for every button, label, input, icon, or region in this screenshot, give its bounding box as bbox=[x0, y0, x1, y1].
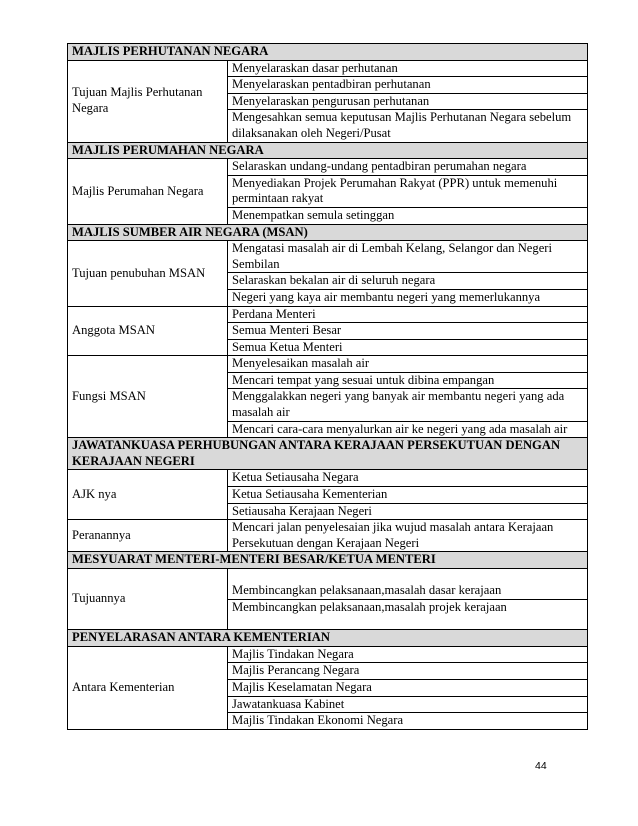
list-item: Membincangkan pelaksanaan,masalah dasar kerajaan bbox=[232, 583, 502, 597]
section-header-row bbox=[68, 630, 588, 647]
row-label: Anggota MSAN bbox=[68, 306, 228, 356]
list-item: Perdana Menteri bbox=[232, 306, 316, 321]
list-item: Menyediakan Projek Perumahan Rakyat (PPR) untuk memenuhi permintaan rakyat bbox=[228, 175, 587, 207]
row-items bbox=[228, 470, 588, 520]
table-row bbox=[68, 60, 588, 142]
list-item: Mencari tempat yang sesuai untuk dibina empangan bbox=[228, 372, 587, 389]
row-items bbox=[228, 241, 588, 306]
list-item: Menyelesaikan masalah air bbox=[232, 356, 370, 371]
row-label: AJK nya bbox=[68, 470, 228, 520]
section-header: MAJLIS SUMBER AIR NEGARA (MSAN) bbox=[68, 224, 588, 241]
row-items bbox=[228, 159, 588, 224]
section-header: JAWATANKUASA PERHUBUNGAN ANTARA KERAJAAN PERSEKUTUAN DENGAN KERAJAAN NEGERI bbox=[68, 438, 588, 470]
list-item: Menyelaraskan dasar perhutanan bbox=[232, 60, 398, 75]
section-header-row bbox=[68, 438, 588, 470]
list-item: Mengesahkan semua keputusan Majlis Perhutanan Negara sebelum dilaksanakan oleh Negeri/Pusat bbox=[228, 109, 587, 141]
row-items bbox=[228, 520, 588, 552]
row-items bbox=[228, 60, 588, 142]
list-item: Semua Menteri Besar bbox=[228, 322, 587, 339]
content-table bbox=[67, 43, 588, 730]
table-row bbox=[68, 470, 588, 520]
list-item: Majlis Tindakan Ekonomi Negara bbox=[228, 712, 587, 729]
list-item: Semua Ketua Menteri bbox=[228, 339, 587, 356]
table-row bbox=[68, 569, 588, 630]
list-item: Menempatkan semula setinggan bbox=[228, 207, 587, 224]
list-item: Jawatankuasa Kabinet bbox=[228, 696, 587, 713]
list-item: Setiausaha Kerajaan Negeri bbox=[228, 503, 587, 520]
section-header-row bbox=[68, 44, 588, 61]
list-item: Ketua Setiausaha Kementerian bbox=[228, 486, 587, 503]
list-item: Majlis Perancang Negara bbox=[228, 662, 587, 679]
list-item: Menyelaraskan pentadbiran perhutanan bbox=[228, 76, 587, 93]
table-row bbox=[68, 646, 588, 729]
list-item: Ketua Setiausaha Negara bbox=[232, 470, 359, 485]
list-item: Menggalakkan negeri yang banyak air membantu negeri yang ada masalah air bbox=[228, 388, 587, 420]
list-item: Mengatasi masalah air di Lembah Kelang, Selangor dan Negeri Sembilan bbox=[232, 241, 552, 271]
list-item: Membincangkan pelaksanaan,masalah projek kerajaan bbox=[228, 599, 587, 616]
list-item: Selaraskan bekalan air di seluruh negara bbox=[228, 272, 587, 289]
list-item: Mencari cara-cara menyalurkan air ke negeri yang ada masalah air bbox=[228, 421, 587, 438]
row-label: Fungsi MSAN bbox=[68, 356, 228, 438]
section-header-row bbox=[68, 552, 588, 569]
list-item: Negeri yang kaya air membantu negeri yang memerlukannya bbox=[228, 289, 587, 306]
section-header: PENYELARASAN ANTARA KEMENTERIAN bbox=[68, 630, 588, 647]
page-number: 44 bbox=[535, 760, 547, 772]
table-row bbox=[68, 306, 588, 356]
section-header: MAJLIS PERUMAHAN NEGARA bbox=[68, 142, 588, 159]
row-label: Tujuan Majlis Perhutanan Negara bbox=[68, 60, 228, 142]
row-items bbox=[228, 306, 588, 356]
row-items bbox=[228, 356, 588, 438]
list-item: Majlis Keselamatan Negara bbox=[228, 679, 587, 696]
list-item: Selaraskan undang-undang pentadbiran perumahan negara bbox=[232, 159, 527, 174]
table-row bbox=[68, 241, 588, 306]
table-row bbox=[68, 520, 588, 552]
table-body bbox=[68, 44, 588, 730]
row-label: Antara Kementerian bbox=[68, 646, 228, 729]
list-item: Majlis Tindakan Negara bbox=[232, 646, 354, 661]
table-row bbox=[68, 356, 588, 438]
row-label: Tujuannya bbox=[68, 569, 228, 630]
section-header-row bbox=[68, 224, 588, 241]
list-item: Menyelaraskan pengurusan perhutanan bbox=[228, 93, 587, 110]
row-items bbox=[228, 646, 588, 729]
section-header-row bbox=[68, 142, 588, 159]
section-header: MESYUARAT MENTERI-MENTERI BESAR/KETUA MENTERI bbox=[68, 552, 588, 569]
row-label: Tujuan penubuhan MSAN bbox=[68, 241, 228, 306]
table-row bbox=[68, 159, 588, 224]
row-label: Majlis Perumahan Negara bbox=[68, 159, 228, 224]
list-item: Mencari jalan penyelesaian jika wujud masalah antara Kerajaan Persekutuan dengan Kerajaan Negeri bbox=[232, 520, 554, 550]
row-label: Peranannya bbox=[68, 520, 228, 552]
section-header: MAJLIS PERHUTANAN NEGARA bbox=[68, 44, 588, 61]
row-items bbox=[228, 569, 588, 630]
